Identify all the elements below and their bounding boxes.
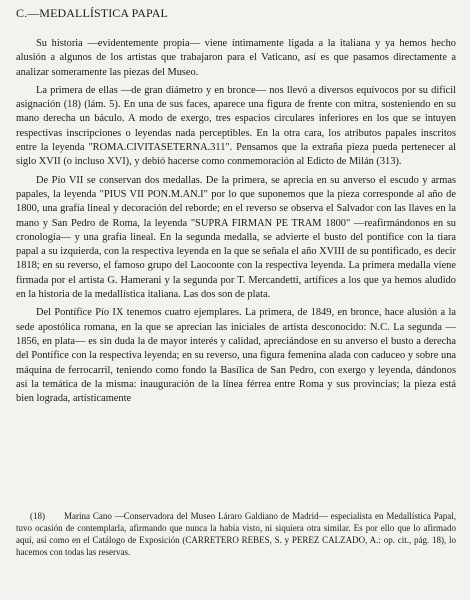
footnote-number: (18) — [30, 511, 45, 521]
paragraph-pio-vii: De Pío VII se conservan dos medallas. De la primera, se aprecia en su anverso el escudo y armas papales, la leyenda "PIUS VII PON.M.AN.I" por lo que suponemos que la pieza corresponde al año de 1800, una grafía lineal y decoración del reborde; en el reverso se observa el Salvador con las llaves en la mano y San Pedro de Roma, la leyenda "SUPRA FIRMAN PE TRAM 1800" —reafirmándonos en su cronología— y una grafía lineal. En la segunda medalla, se advierte el busto del pontífice con la tiara papal a su izquierda, con la respectiva leyenda en la que se señala el año XVIII de su pontificado, es decir 1818; en su reverso, el famoso grupo del Laocoonte con la respectiva leyenda. La primera medalla viene firmada por el artista G. Hamerani y la segunda por T. Mercandetti, artífices a los que ya hemos aludido en la historia de la medallística italiana. Las dos son de plata. — [16, 174, 456, 301]
footnote — [16, 510, 456, 558]
paragraph-intro: Su historia —evidentemente propia— viene íntimamente ligada a la italiana y ya hemos hecho alusión a algunos de los artistas que trabajaron para el Vaticano, así es que pasamos directamente a analizar someramente las piezas del Museo. — [16, 38, 456, 78]
paragraph-pio-ix: Del Pontífice Pío IX tenemos cuatro ejemplares. La primera, de 1849, en bronce, hace alusión a la sede apostólica romana, en la que se aprecian las iniciales de artista desconocido: N.C. La segunda —1856, en plata— es sin duda la de mayor interés y calidad, apreciándose en su anverso el busto a derecha del Pontífice con la respectiva leyenda; en su reverso, una figura femenina alada con caduceo y sobre una máquina de ferrocarril, teniendo como fondo la Basílica de San Pedro, con exergo y leyenda, dándonos así la temática de la misma: inauguración de la línea férrea entre Roma y sus provincias; la pieza está bien lograda, artísticamente — [16, 307, 456, 405]
paragraph-first-medal: La primera de ellas —de gran diámetro y en bronce— nos llevó a diversos equívocos por su difícil asignación (18) (lám. 5). En una de sus faces, aparece una figura de frente con mitra, sosteniendo en su mano derecha un báculo. A modo de exergo, tres espacios circulares inferiores en los que se intuyen respectivas inscripciones o leyendas nada perceptibles. En la otra cara, los atributos papales inscritos entre la leyenda "ROMA.CIVITASETERNA.311". Pensamos que la extraña pieza pueda pertenecer al siglo XVII (o incluso XVI), y debió hacerse como conmemoración al Edicto de Milán (313). — [16, 84, 456, 168]
page-body — [16, 6, 456, 406]
footnote-text: Marina Cano —Conservadora del Museo Láraro Galdiano de Madrid— especialista en Medallística Papal, tuvo ocasión de contemplarla, afirmando que nunca la había visto, ni siquiera otra similar. Es por ello que lo afirmado aquí, así como en el Catálogo de Exposición (CARRETERO REBES, S. y PEREZ CALZADO, A.: op. cit., pág. 18), lo hacemos con todas las reservas. — [16, 511, 456, 557]
section-heading: C.—MEDALLÍSTICA PAPAL — [16, 6, 168, 20]
